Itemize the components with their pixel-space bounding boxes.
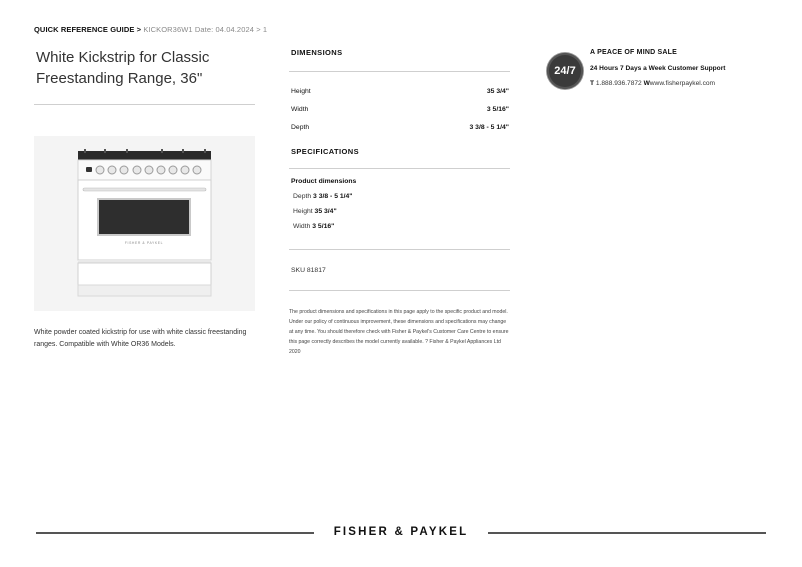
footer-rule-right: [488, 532, 766, 534]
dimension-label: Width: [291, 106, 309, 113]
range-cooker-icon: [34, 136, 255, 311]
breadcrumb-separator-2: >: [256, 25, 261, 34]
breadcrumb-date-label: Date:: [194, 25, 214, 34]
spec-value: 3 3/8 - 5 1/4": [313, 193, 353, 200]
product-description: White powder coated kickstrip for use with white classic freestanding ranges. Compatible with White OR36 Models.: [34, 329, 247, 348]
support-24-7-icon: 24/7: [547, 53, 583, 89]
title-divider: [34, 104, 255, 105]
spec-line-depth: [293, 193, 353, 200]
dimension-value: 35 3/4": [486, 88, 509, 95]
breadcrumb-separator: >: [136, 25, 142, 34]
support-website-link[interactable]: www.fisherpaykel.com: [649, 80, 716, 87]
specifications-heading: SPECIFICATIONS: [291, 147, 359, 156]
dimension-row-width: [291, 106, 509, 113]
support-subtitle: 24 Hours 7 Days a Week Customer Support: [590, 65, 726, 72]
breadcrumb-page: 1: [262, 25, 268, 34]
brand-logo: FISHER & PAYKEL: [333, 526, 469, 538]
oven-brand-label: FISHER & PAYKEL: [124, 241, 164, 245]
footer-rule-left: [36, 532, 314, 534]
breadcrumb: [34, 25, 267, 34]
spec-value: 35 3/4": [314, 208, 337, 215]
spec-line-width: [293, 223, 334, 230]
breadcrumb-date: 04.04.2024: [215, 25, 255, 34]
breadcrumb-code: KICKOR36W1: [143, 25, 193, 34]
page-title: White Kickstrip for Classic Freestanding Range, 36": [36, 49, 210, 87]
dimension-row-height: [291, 88, 509, 95]
support-title: A PEACE OF MIND SALE: [590, 49, 677, 56]
dimension-label: Height: [291, 88, 311, 95]
disclaimer-text: The product dimensions and specifications in this page apply to the specific product and model. Under our policy of continuous improvement, these dimensions and specifications may change at any time. You should therefore check with Fisher & Paykel's Customer Care Centre to ensure this page correctly describes the model currently available. ? Fisher & Paykel Appliances Ltd 2020: [289, 309, 509, 355]
dimension-value: 3 5/16": [486, 106, 509, 113]
dimension-label: Depth: [291, 124, 310, 131]
specifications-divider: [289, 168, 510, 169]
dimension-value: 3 3/8 - 5 1/4": [469, 124, 509, 131]
support-contact: [590, 80, 715, 87]
dimension-row-depth: [291, 124, 509, 131]
spec-value: 3 5/16": [312, 223, 335, 230]
web-prefix: W: [643, 80, 650, 87]
dimensions-heading: DIMENSIONS: [291, 48, 343, 57]
spec-divider-2: [289, 290, 510, 291]
spec-label: Height: [293, 208, 313, 215]
spec-label: Depth: [293, 193, 312, 200]
spec-group-title: Product dimensions: [291, 178, 357, 185]
support-phone[interactable]: 1.888.936.7872: [595, 80, 642, 87]
spec-label: Width: [293, 223, 311, 230]
breadcrumb-guide: QUICK REFERENCE GUIDE: [34, 25, 135, 34]
spec-line-height: [293, 208, 337, 215]
sku-label: SKU 81817: [291, 267, 326, 274]
spec-divider-1: [289, 249, 510, 250]
product-image: [34, 136, 255, 311]
phone-prefix: T: [590, 80, 595, 87]
dimensions-divider: [289, 71, 510, 72]
